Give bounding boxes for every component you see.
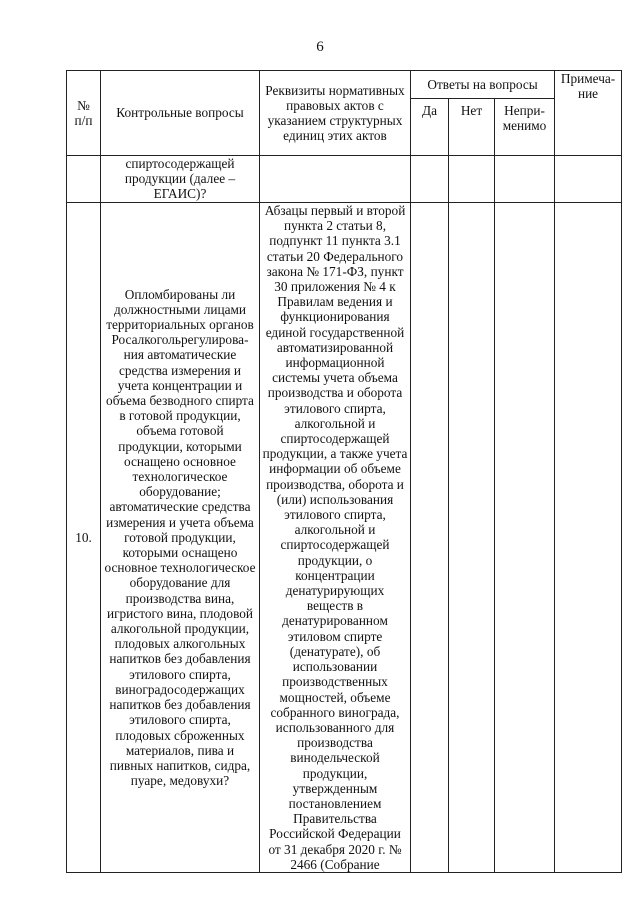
checklist-table [66,70,622,873]
header-note [555,71,622,156]
row-requisites: Абзацы первый и второй пункта 2 статьи 8, подпункт 11 пункта 3.1 статьи 20 Федерального закона № 171-ФЗ, пункт 30 приложения № 4 к Правилам ведения и функционирования единой государственной автоматизированной информационной системы учета объема производства и оборота этилового спирта, алкогольной и спиртосодержащей продукции, а также учета информации об объеме производства, оборота и (или) использования этилового спирта, алкогольной и спиртосодержащей продукции, о концентрации денатурирующих веществ в денатурированном этиловом спирте (денатурате), об использовании производственных мощностей, объеме собранного винограда, использованного для производства винодельческой продукции, утвержденным постановлением Правительства Российской Федерации от 31 декабря 2020 г. № 2466 (Собрание [260,203,411,873]
header-na-line2: менимо [502,118,547,134]
header-questions: Контрольные вопросы [101,71,260,156]
header-na-line1: Непри- [504,103,545,118]
row-answer-yes [411,156,449,203]
row-answer-no [449,203,495,873]
header-yes: Да [411,99,449,156]
header-number [67,71,101,156]
row-answer-yes [411,203,449,873]
header-number-line2: п/п [74,113,93,128]
header-note-line2: ние [577,86,599,102]
row-requisites [260,156,411,203]
row-answer-na [495,203,555,873]
row-number: 10. [67,203,101,873]
page-number: 6 [316,39,324,55]
header-requisites: Реквизиты нормативных правовых актов с указанием структурных единиц этих актов [260,71,411,156]
header-number-line1: № [77,97,90,113]
row-answer-no [449,156,495,203]
row-question: Опломбированы ли должностными лицами территориальных органов Росалкогольрегулирова-ния автоматические средства измерения и учета концентрации и объема безводного спирта в готовой продукции, объема готовой продукции, которыми оснащено основное технологическое оборудование; автоматические средства измерения и учета объема готовой продукции, которыми оснащено основное технологическое оборудование для производства вина, игристого вина, плодовой алкогольной продукции, плодовых алкогольных напитков без добавления этилового спирта, виноградосодержащих напитков без добавления этилового спирта, плодовых сброженных материалов, пива и пивных напитков, сидра, пуаре, медовухи? [101,203,260,873]
row-note [555,203,622,873]
row-answer-na [495,156,555,203]
table-row [67,156,622,203]
row-number [67,156,101,203]
table-row [67,203,622,873]
header-row-top [67,71,622,99]
row-question: спиртосодержащей продукции (далее – ЕГАИС)? [101,156,260,203]
header-not-applicable [495,99,555,156]
header-answers: Ответы на вопросы [411,71,555,99]
header-note-line1: Примеча- [560,71,616,86]
header-no: Нет [449,99,495,156]
row-note [555,156,622,203]
